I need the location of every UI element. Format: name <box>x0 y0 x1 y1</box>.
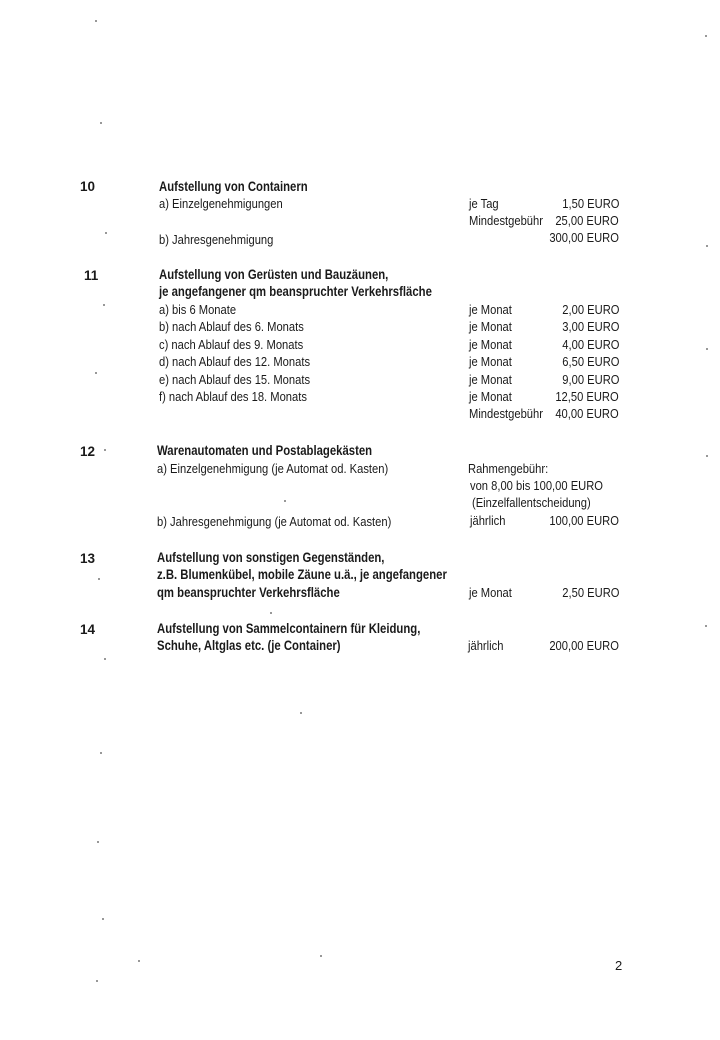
item-price: 1,50 EURO <box>561 196 619 211</box>
item-unit: je Monat <box>469 302 512 317</box>
item-label: a) bis 6 Monate <box>159 302 237 317</box>
item-unit: Mindestgebühr <box>469 213 543 228</box>
section-number: 10 <box>80 179 96 194</box>
item-unit: je Monat <box>469 585 512 600</box>
page-number: 2 <box>615 958 623 973</box>
item-price: 9,00 EURO <box>561 372 619 387</box>
section-title: Warenautomaten und Postablagekästen <box>157 443 373 458</box>
item-label: f) nach Ablauf des 18. Monats <box>159 389 307 404</box>
item-label: b) Jahresgenehmigung (je Automat od. Kasten) <box>157 514 392 529</box>
item-unit: von 8,00 bis 100,00 EURO <box>470 478 604 493</box>
item-label: c) nach Ablauf des 9. Monats <box>159 337 304 352</box>
section-title: Aufstellung von Containern <box>159 179 308 194</box>
item-price: 2,50 EURO <box>561 585 619 600</box>
item-unit: jährlich <box>470 513 506 528</box>
item-unit: (Einzelfallentscheidung) <box>472 495 591 510</box>
item-unit: je Tag <box>469 196 499 211</box>
section-number: 12 <box>80 444 96 459</box>
item-label: a) Einzelgenehmigungen <box>159 196 283 211</box>
section-title: Schuhe, Altglas etc. (je Container) <box>157 638 341 653</box>
item-label: e) nach Ablauf des 15. Monats <box>159 372 311 387</box>
item-price: 2,00 EURO <box>561 302 619 317</box>
item-price: 12,50 EURO <box>555 389 619 404</box>
section-number: 14 <box>80 622 96 637</box>
item-unit: je Monat <box>469 372 512 387</box>
item-price: 40,00 EURO <box>555 406 619 421</box>
item-price: 25,00 EURO <box>555 213 619 228</box>
item-price: 300,00 EURO <box>549 230 619 245</box>
item-label: b) nach Ablauf des 6. Monats <box>159 319 304 334</box>
item-unit: je Monat <box>469 354 512 369</box>
item-label: a) Einzelgenehmigung (je Automat od. Kasten) <box>157 461 389 476</box>
item-unit: je Monat <box>469 337 512 352</box>
item-unit: Rahmengebühr: <box>468 461 549 476</box>
section-title: z.B. Blumenkübel, mobile Zäune u.ä., je angefangener <box>157 567 447 582</box>
item-unit: je Monat <box>469 319 512 334</box>
item-price: 3,00 EURO <box>561 319 619 334</box>
section-title: qm beanspruchter Verkehrsfläche <box>157 585 340 600</box>
section-title: Aufstellung von Sammelcontainern für Kleidung, <box>157 621 421 636</box>
item-price: 4,00 EURO <box>561 337 619 352</box>
section-title: Aufstellung von sonstigen Gegenständen, <box>157 550 385 565</box>
item-label: d) nach Ablauf des 12. Monats <box>159 354 311 369</box>
section-title: Aufstellung von Gerüsten und Bauzäunen, <box>159 267 389 282</box>
section-number: 13 <box>80 551 96 566</box>
item-price: 6,50 EURO <box>561 354 619 369</box>
item-price: 200,00 EURO <box>549 638 619 653</box>
item-unit: je Monat <box>469 389 512 404</box>
item-unit: jährlich <box>468 638 504 653</box>
item-unit: Mindestgebühr <box>469 406 543 421</box>
item-price: 100,00 EURO <box>549 513 619 528</box>
section-number: 11 <box>84 268 99 283</box>
section-title: je angefangener qm beanspruchter Verkehrsfläche <box>159 284 432 299</box>
item-label: b) Jahresgenehmigung <box>159 232 274 247</box>
